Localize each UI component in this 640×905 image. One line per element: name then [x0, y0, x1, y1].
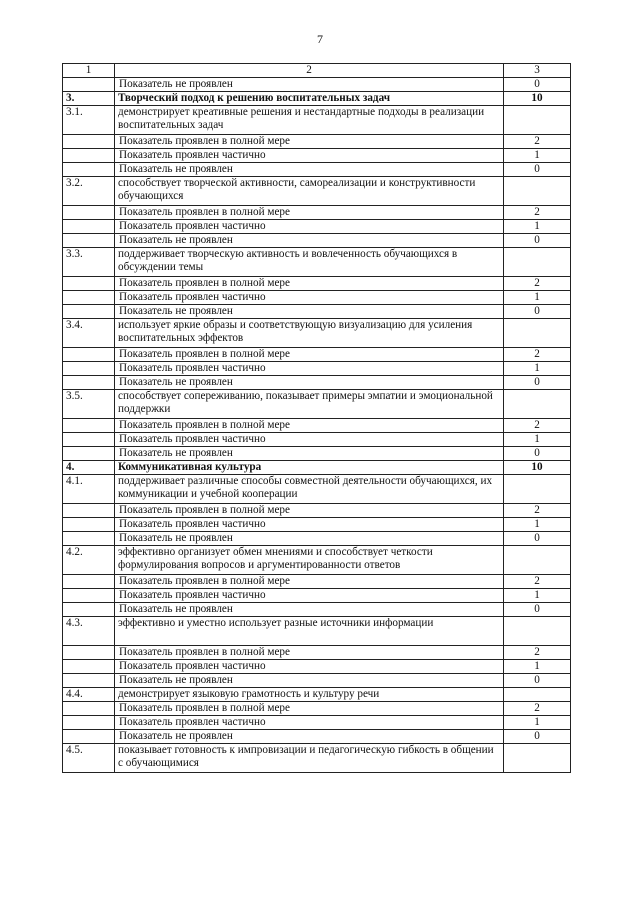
score-value: 1	[504, 220, 571, 234]
indicator-row	[63, 504, 571, 518]
score-value: 10	[504, 461, 571, 475]
indicator-label: Показатель не проявлен	[115, 730, 504, 744]
row-number: 3.	[63, 92, 115, 106]
criterion-text: Творческий подход к решению воспитательных задач	[115, 92, 504, 106]
score-value: 1	[504, 291, 571, 305]
indicator-label: Показатель не проявлен	[115, 674, 504, 688]
indicator-label: Показатель проявлен частично	[115, 518, 504, 532]
indicator-row	[63, 674, 571, 688]
indicator-label: Показатель не проявлен	[115, 305, 504, 319]
criterion-text: способствует творческой активности, самореализации и конструктивности обучающихся	[115, 177, 504, 206]
indicator-row	[63, 291, 571, 305]
indicator-label: Показатель проявлен в полной мере	[115, 504, 504, 518]
row-number	[63, 575, 115, 589]
criteria-table-body	[63, 64, 571, 773]
indicator-label: Показатель проявлен частично	[115, 220, 504, 234]
criterion-row	[63, 319, 571, 348]
row-number	[63, 646, 115, 660]
table-header-row	[63, 64, 571, 78]
row-number	[63, 674, 115, 688]
row-number	[63, 206, 115, 220]
score-value: 0	[504, 234, 571, 248]
indicator-label: Показатель не проявлен	[115, 234, 504, 248]
criterion-row	[63, 617, 571, 646]
score-value	[504, 617, 571, 646]
indicator-row	[63, 716, 571, 730]
score-value: 2	[504, 504, 571, 518]
indicator-row	[63, 78, 571, 92]
criterion-row	[63, 390, 571, 419]
indicator-row	[63, 163, 571, 177]
score-value: 0	[504, 305, 571, 319]
indicator-label: Показатель не проявлен	[115, 376, 504, 390]
score-value	[504, 106, 571, 135]
indicator-row	[63, 206, 571, 220]
row-number	[63, 603, 115, 617]
row-number	[63, 716, 115, 730]
indicator-row	[63, 702, 571, 716]
section-row	[63, 92, 571, 106]
row-number: 4.5.	[63, 744, 115, 773]
score-value: 1	[504, 660, 571, 674]
row-number	[63, 163, 115, 177]
row-number	[63, 348, 115, 362]
criterion-text: способствует сопереживанию, показывает примеры эмпатии и эмоциональной поддержки	[115, 390, 504, 419]
row-number	[63, 305, 115, 319]
indicator-label: Показатель не проявлен	[115, 447, 504, 461]
indicator-label: Показатель проявлен в полной мере	[115, 646, 504, 660]
score-value	[504, 744, 571, 773]
score-value: 1	[504, 149, 571, 163]
row-number: 4.3.	[63, 617, 115, 646]
indicator-row	[63, 419, 571, 433]
score-value: 2	[504, 277, 571, 291]
criterion-row	[63, 546, 571, 575]
score-value: 1	[504, 518, 571, 532]
indicator-label: Показатель проявлен в полной мере	[115, 575, 504, 589]
indicator-row	[63, 149, 571, 163]
indicator-row	[63, 730, 571, 744]
indicator-label: Показатель проявлен в полной мере	[115, 419, 504, 433]
criterion-text: Коммуникативная культура	[115, 461, 504, 475]
indicator-label: Показатель проявлен в полной мере	[115, 206, 504, 220]
indicator-row	[63, 575, 571, 589]
row-number: 4.	[63, 461, 115, 475]
criterion-text: использует яркие образы и соответствующую визуализацию для усиления воспитательных эффектов	[115, 319, 504, 348]
score-value	[504, 688, 571, 702]
indicator-row	[63, 518, 571, 532]
indicator-label: Показатель не проявлен	[115, 163, 504, 177]
indicator-row	[63, 234, 571, 248]
criterion-row	[63, 248, 571, 277]
score-value: 2	[504, 702, 571, 716]
indicator-label: Показатель не проявлен	[115, 78, 504, 92]
row-number: 3.2.	[63, 177, 115, 206]
score-value: 1	[504, 589, 571, 603]
criterion-text: эффективно организует обмен мнениями и способствует четкости формулирования вопросов и аргументированности ответов	[115, 546, 504, 575]
row-number: 3.5.	[63, 390, 115, 419]
row-number: 4.1.	[63, 475, 115, 504]
score-value: 1	[504, 362, 571, 376]
header-cell-number: 1	[63, 64, 115, 78]
section-row	[63, 461, 571, 475]
criterion-text: демонстрирует креативные решения и нестандартные подходы в реализации воспитательных задач	[115, 106, 504, 135]
score-value: 2	[504, 206, 571, 220]
indicator-row	[63, 348, 571, 362]
criterion-text: поддерживает различные способы совместной деятельности обучающихся, их коммуникации и учебной кооперации	[115, 475, 504, 504]
header-cell-score: 3	[504, 64, 571, 78]
criterion-row	[63, 475, 571, 504]
indicator-label: Показатель проявлен частично	[115, 660, 504, 674]
score-value: 1	[504, 716, 571, 730]
indicator-label: Показатель не проявлен	[115, 603, 504, 617]
score-value	[504, 475, 571, 504]
score-value: 10	[504, 92, 571, 106]
row-number	[63, 447, 115, 461]
indicator-label: Показатель проявлен частично	[115, 433, 504, 447]
indicator-row	[63, 433, 571, 447]
indicator-label: Показатель проявлен в полной мере	[115, 702, 504, 716]
row-number: 4.4.	[63, 688, 115, 702]
criterion-row	[63, 688, 571, 702]
score-value	[504, 546, 571, 575]
criterion-row	[63, 744, 571, 773]
indicator-row	[63, 646, 571, 660]
page-number: 7	[317, 32, 323, 46]
indicator-label: Показатель проявлен в полной мере	[115, 135, 504, 149]
indicator-row	[63, 589, 571, 603]
score-value	[504, 390, 571, 419]
criterion-row	[63, 177, 571, 206]
row-number	[63, 518, 115, 532]
criterion-text: эффективно и уместно использует разные источники информации	[115, 617, 504, 646]
score-value: 0	[504, 532, 571, 546]
indicator-label: Показатель проявлен в полной мере	[115, 277, 504, 291]
score-value: 2	[504, 348, 571, 362]
criterion-text: поддерживает творческую активность и вовлеченность обучающихся в обсуждении темы	[115, 248, 504, 277]
row-number	[63, 291, 115, 305]
score-value: 2	[504, 575, 571, 589]
indicator-row	[63, 447, 571, 461]
indicator-row	[63, 532, 571, 546]
score-value: 0	[504, 163, 571, 177]
criterion-text: показывает готовность к импровизации и педагогическую гибкость в общении с обучающимися	[115, 744, 504, 773]
row-number	[63, 730, 115, 744]
score-value: 0	[504, 603, 571, 617]
indicator-row	[63, 277, 571, 291]
row-number: 3.1.	[63, 106, 115, 135]
row-number	[63, 220, 115, 234]
row-number: 3.3.	[63, 248, 115, 277]
row-number	[63, 433, 115, 447]
score-value: 2	[504, 419, 571, 433]
score-value: 2	[504, 646, 571, 660]
row-number	[63, 149, 115, 163]
score-value	[504, 177, 571, 206]
score-value: 2	[504, 135, 571, 149]
indicator-row	[63, 660, 571, 674]
row-number	[63, 504, 115, 518]
row-number	[63, 362, 115, 376]
indicator-label: Показатель проявлен частично	[115, 716, 504, 730]
indicator-label: Показатель проявлен частично	[115, 589, 504, 603]
row-number	[63, 589, 115, 603]
criterion-text: демонстрирует языковую грамотность и культуру речи	[115, 688, 504, 702]
score-value	[504, 248, 571, 277]
indicator-row	[63, 135, 571, 149]
row-number: 3.4.	[63, 319, 115, 348]
row-number	[63, 376, 115, 390]
score-value: 0	[504, 730, 571, 744]
criteria-table	[62, 63, 571, 773]
row-number	[63, 78, 115, 92]
indicator-row	[63, 376, 571, 390]
score-value: 1	[504, 433, 571, 447]
indicator-label: Показатель не проявлен	[115, 532, 504, 546]
row-number	[63, 234, 115, 248]
indicator-row	[63, 603, 571, 617]
score-value	[504, 319, 571, 348]
indicator-label: Показатель проявлен в полной мере	[115, 348, 504, 362]
row-number	[63, 660, 115, 674]
row-number	[63, 702, 115, 716]
indicator-label: Показатель проявлен частично	[115, 291, 504, 305]
criterion-row	[63, 106, 571, 135]
row-number	[63, 419, 115, 433]
row-number	[63, 135, 115, 149]
row-number	[63, 532, 115, 546]
score-value: 0	[504, 78, 571, 92]
score-value: 0	[504, 447, 571, 461]
indicator-label: Показатель проявлен частично	[115, 362, 504, 376]
indicator-row	[63, 362, 571, 376]
score-value: 0	[504, 376, 571, 390]
row-number: 4.2.	[63, 546, 115, 575]
score-value: 0	[504, 674, 571, 688]
indicator-row	[63, 220, 571, 234]
header-cell-criterion: 2	[115, 64, 504, 78]
indicator-label: Показатель проявлен частично	[115, 149, 504, 163]
row-number	[63, 277, 115, 291]
indicator-row	[63, 305, 571, 319]
